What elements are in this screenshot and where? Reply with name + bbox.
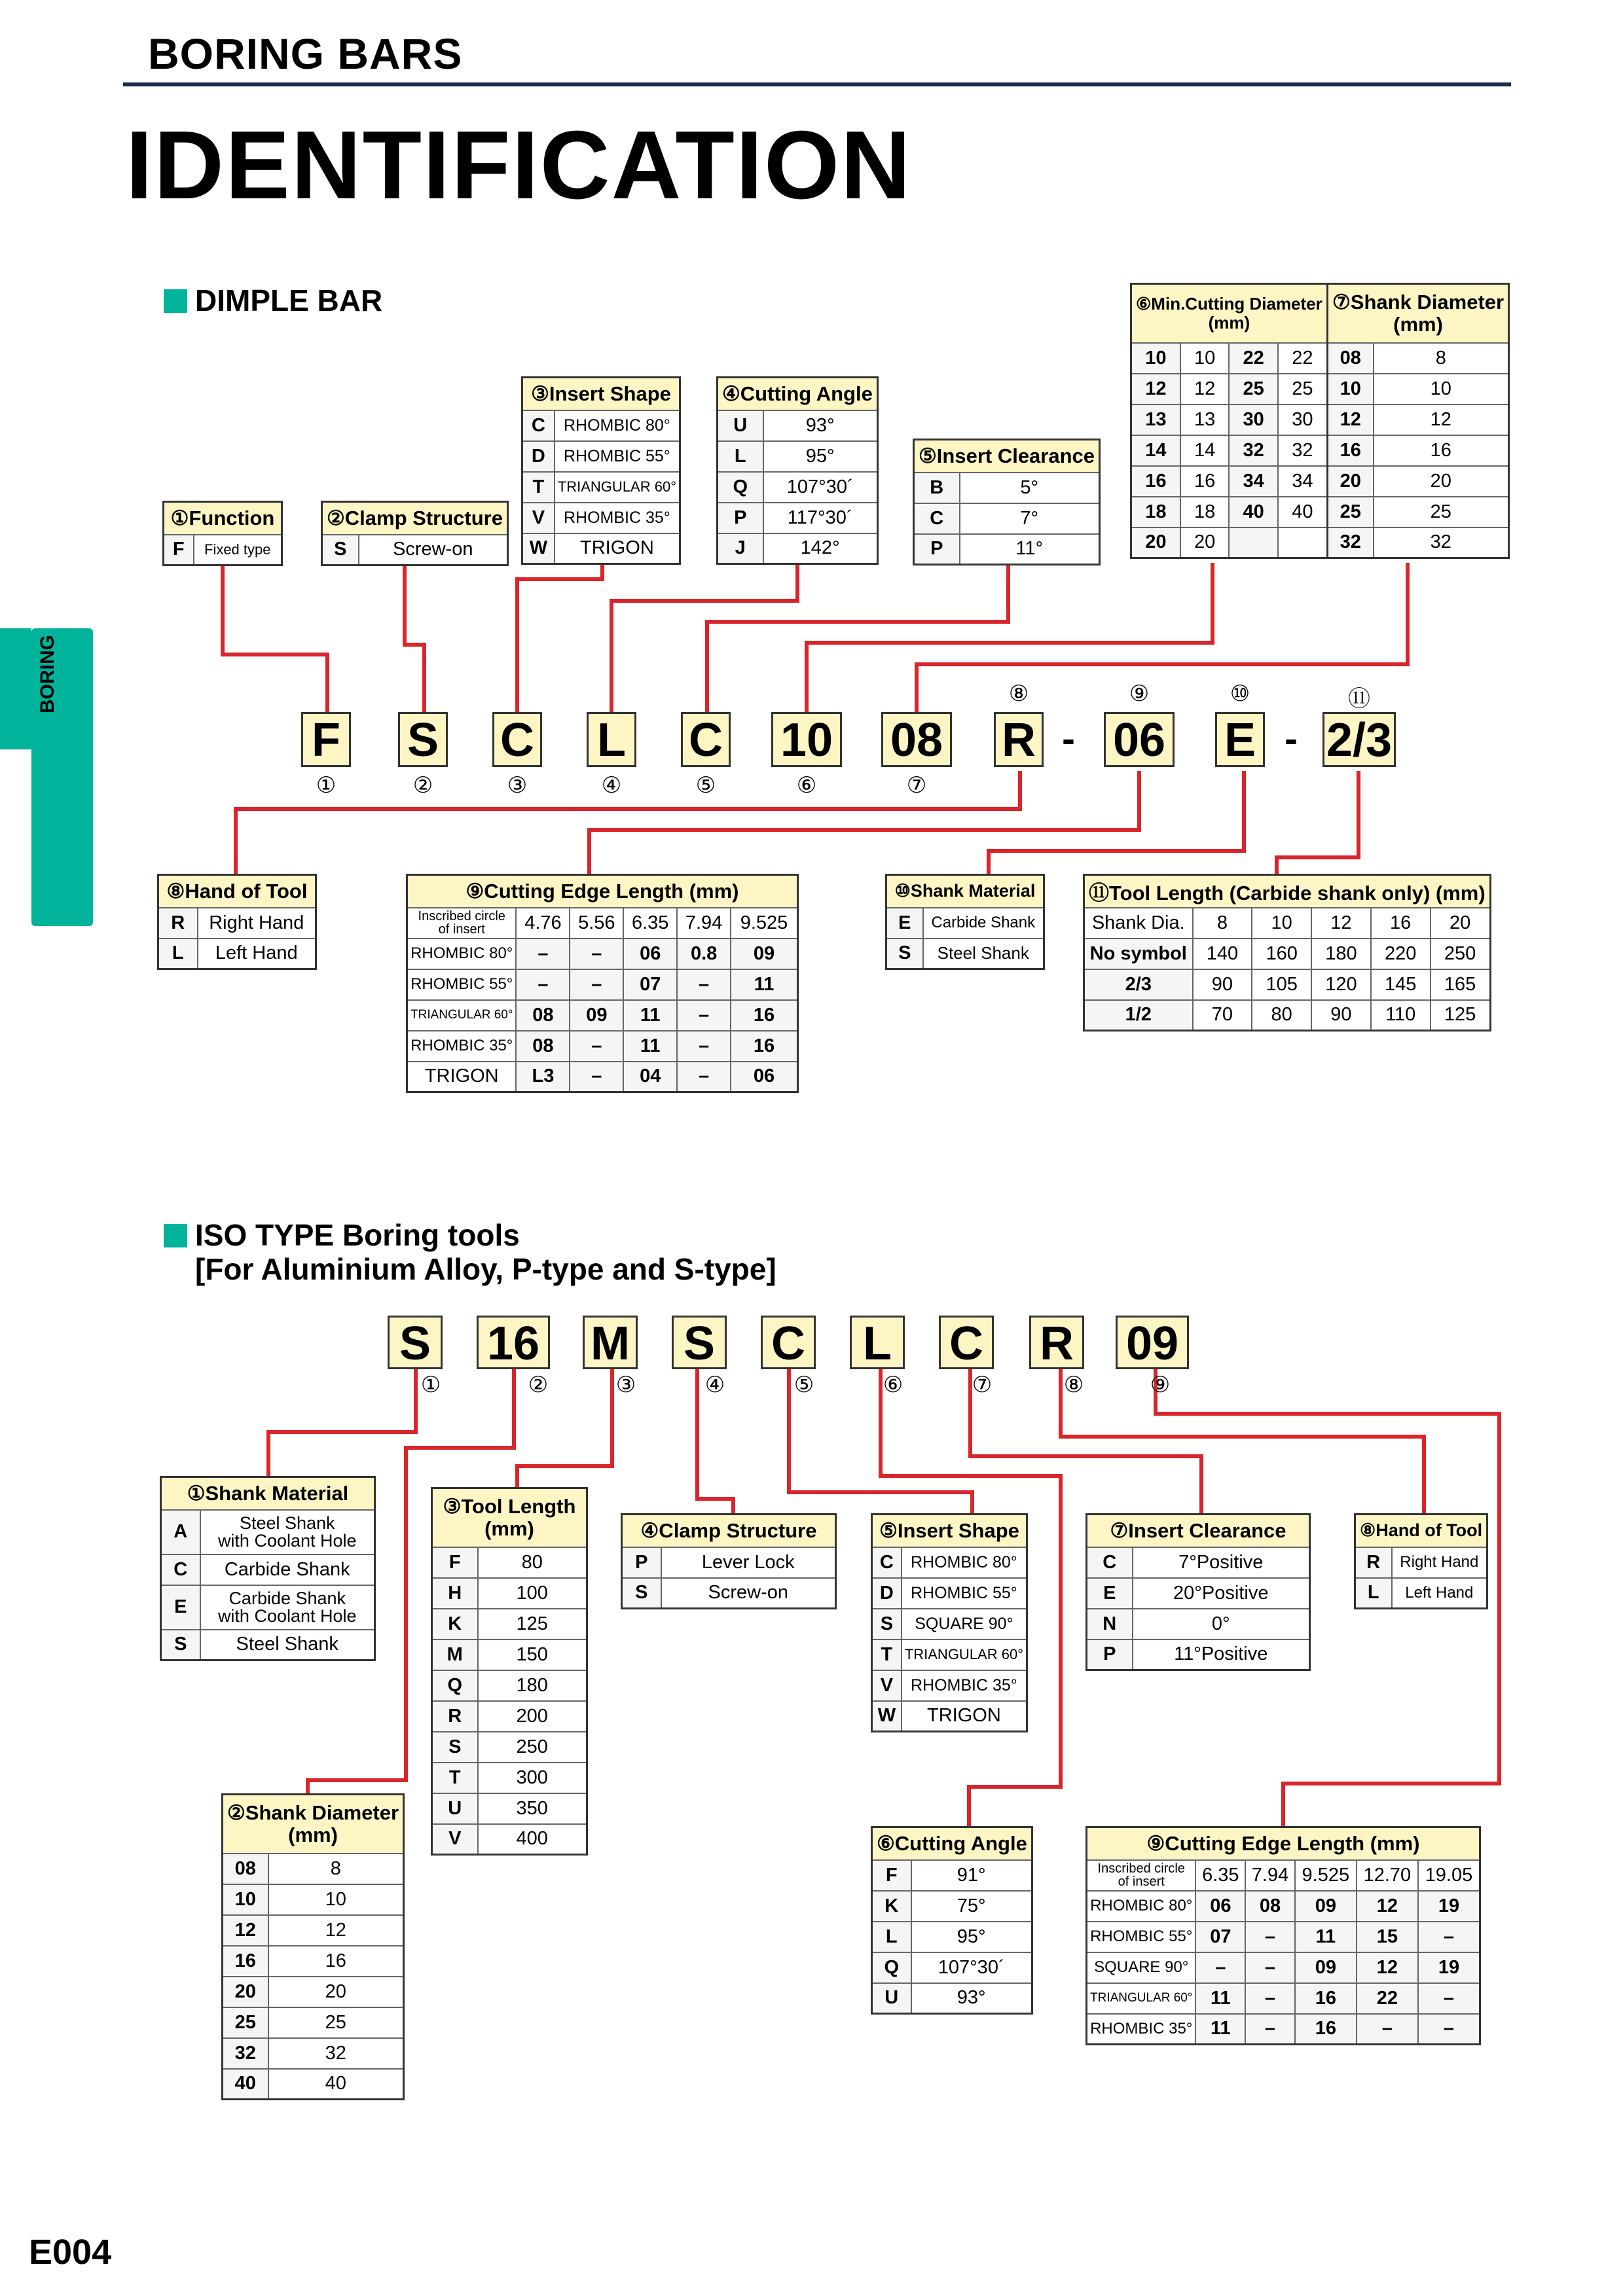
- iso-num-5: ⑤: [793, 1372, 814, 1397]
- dimple-min-cut-table: ⑥Min.Cutting Diameter (mm) 10 10 22 22 12 12 25 25 13 13 30 30 14 14 32 32 16 16 34 34 18 18 40 40 20 20: [1130, 283, 1328, 559]
- dimple-code-8: R: [994, 712, 1044, 767]
- dimple-insert-clearance-table: ⑤Insert Clearance B 5° C 7° P 11°: [913, 439, 1101, 565]
- iso-cutting-angle-table: ⑥Cutting Angle F 91° K 75° L 95° Q 107°30´ U 93°: [871, 1826, 1033, 2015]
- dimple-cutting-angle-table: ④Cutting Angle U 93° L 95° Q 107°30´ P 117°30´ J 142°: [716, 376, 879, 565]
- connector-shank-mat: [989, 771, 1244, 874]
- dimple-code-6: 10: [771, 712, 842, 767]
- section-iso: ISO TYPE Boring tools: [164, 1217, 520, 1253]
- section-iso-sub: [For Aluminium Alloy, P-type and S-type]: [195, 1252, 776, 1286]
- dimple-num-9: ⑨: [1129, 681, 1150, 706]
- dimple-num-1: ①: [316, 773, 337, 798]
- header-title: BORING BARS: [148, 29, 463, 78]
- dimple-clamp-table: ②Clamp Structure S Screw-on: [321, 501, 509, 566]
- iso-code-7: C: [939, 1316, 994, 1369]
- section-square-icon: [164, 1224, 187, 1247]
- iso-code-5: C: [761, 1316, 816, 1369]
- connector-cel: [589, 771, 1139, 874]
- iso-connector-1: [268, 1360, 416, 1476]
- dimple-code-5: C: [681, 712, 731, 767]
- iso-cel-table: ⑨Cutting Edge Length (mm) Inscribed circle of insert 6.35 7.94 9.525 12.70 19.05 RHOMBIC 80° 06 08 09 12 19 RHOMBIC 55° 07 – 11 15 – SQUARE 90° – – 09 12 19 TRIANGULAR 60° 11 – 16 22 – RHOMBIC 35° 11 – 16 – –: [1085, 1826, 1481, 2045]
- section-square-icon: [164, 289, 187, 313]
- dimple-function-table: ①Function F Fixed type: [162, 501, 283, 566]
- dimple-cel-table: ⑨Cutting Edge Length (mm) Inscribed circle of insert 4.76 5.56 6.35 7.94 9.525 RHOMBIC 80° – – 06 0.8 09 RHOMBIC 55° – – 07 – 11 TRIANGULAR 60° 08 09 11 – 16 RHOMBIC 35° 08 – 11 – 16 TRIGON L3 – 04 – 06: [406, 874, 799, 1093]
- dimple-dash-2: -: [1285, 717, 1298, 761]
- dimple-code-9: 06: [1104, 712, 1175, 767]
- section-dimple-bar: DIMPLE BAR: [164, 283, 382, 318]
- iso-code-1: S: [388, 1316, 443, 1369]
- dimple-num-10: ⑩: [1230, 681, 1250, 706]
- iso-code-2: 16: [477, 1316, 550, 1369]
- connector-function: [223, 563, 327, 712]
- dimple-num-7: ⑦: [906, 773, 927, 798]
- dimple-code-4: L: [587, 712, 636, 767]
- iso-tool-len-table: ③Tool Length (mm) F 80 H 100 K 125 M 150 Q 180 R 200 S 250 T 300 U 350 V 400: [431, 1487, 588, 1856]
- connector-clamp: [405, 563, 424, 712]
- iso-code-3: M: [583, 1316, 638, 1369]
- iso-num-7: ⑦: [972, 1372, 993, 1397]
- dimple-tool-len-table: ⑪Tool Length (Carbide shank only) (mm) Shank Dia. 8 10 12 16 20 No symbol 140 160 180 220 250 2/3 90 105 120 145 165 1/2 70 80 90 110 125: [1083, 874, 1491, 1031]
- connector-tool-len: [1277, 771, 1359, 874]
- dimple-code-1: F: [301, 712, 351, 767]
- iso-code-6: L: [850, 1316, 905, 1369]
- dimple-num-11: ⑪: [1348, 687, 1370, 711]
- connector-cutting-angle: [611, 563, 797, 712]
- dimple-num-6: ⑥: [796, 773, 817, 798]
- dimple-code-7: 08: [881, 712, 952, 767]
- iso-code-9: 09: [1116, 1316, 1189, 1369]
- dimple-insert-shape-table: ③Insert Shape C RHOMBIC 80° D RHOMBIC 55° T TRIANGULAR 60° V RHOMBIC 35° W TRIGON: [521, 376, 681, 565]
- iso-code-8: R: [1029, 1316, 1084, 1369]
- dimple-shank-dia-table: ⑦Shank Diameter (mm) 08 8 10 10 12 12 16 16 20 20 25 25 32 32: [1326, 283, 1510, 559]
- dimple-num-3: ③: [507, 773, 528, 798]
- side-tab-label: BORING: [37, 635, 58, 713]
- iso-num-3: ③: [615, 1372, 636, 1397]
- connector-insert-clearance: [707, 563, 1008, 712]
- iso-num-6: ⑥: [883, 1372, 903, 1397]
- iso-hand-table: ⑧Hand of Tool R Right Hand L Left Hand: [1354, 1513, 1488, 1609]
- dimple-shank-mat-table: ⑩Shank Material E Carbide Shank S Steel Shank: [885, 874, 1045, 970]
- iso-num-9: ⑨: [1150, 1372, 1171, 1397]
- page-title: IDENTIFICATION: [126, 111, 912, 219]
- dimple-code-3: C: [492, 712, 542, 767]
- iso-insert-shape-table: ⑤Insert Shape C RHOMBIC 80° D RHOMBIC 55° S SQUARE 90° T TRIANGULAR 60° V RHOMBIC 35° W TRIGON: [871, 1513, 1028, 1732]
- dimple-dash-1: -: [1062, 717, 1075, 761]
- iso-num-2: ②: [528, 1372, 549, 1397]
- dimple-code-11: 2/3: [1322, 712, 1396, 767]
- iso-num-4: ④: [704, 1372, 725, 1397]
- iso-insert-clearance-table: ⑦Insert Clearance C 7°Positive E 20°Positive N 0° P 11°Positive: [1085, 1513, 1311, 1671]
- iso-shank-dia-table: ②Shank Diameter (mm) 08 8 10 10 12 12 16 16 20 20 25 25 32 32 40 40: [221, 1793, 405, 2100]
- dimple-hand-table: ⑧Hand of Tool R Right Hand L Left Hand: [157, 874, 317, 970]
- iso-shank-mat-table: ①Shank Material A Steel Shank with Coolant Hole C Carbide Shank E Carbide Shank with Coolant Hole S Steel Shank: [160, 1476, 376, 1661]
- dimple-num-4: ④: [601, 773, 622, 798]
- iso-connector-8: [1061, 1360, 1424, 1513]
- iso-code-4: S: [672, 1316, 727, 1369]
- iso-num-1: ①: [420, 1372, 441, 1397]
- iso-num-8: ⑧: [1063, 1372, 1084, 1397]
- connector-insert-shape: [517, 563, 602, 712]
- dimple-num-8: ⑧: [1008, 681, 1029, 706]
- dimple-code-2: S: [398, 712, 448, 767]
- iso-clamp-table: ④Clamp Structure P Lever Lock S Screw-on: [621, 1513, 837, 1609]
- dimple-num-2: ②: [412, 773, 433, 798]
- page-number: E004: [29, 2233, 112, 2272]
- connector-shank-dia: [917, 563, 1408, 712]
- dimple-num-5: ⑤: [695, 773, 716, 798]
- dimple-code-10: E: [1215, 712, 1265, 767]
